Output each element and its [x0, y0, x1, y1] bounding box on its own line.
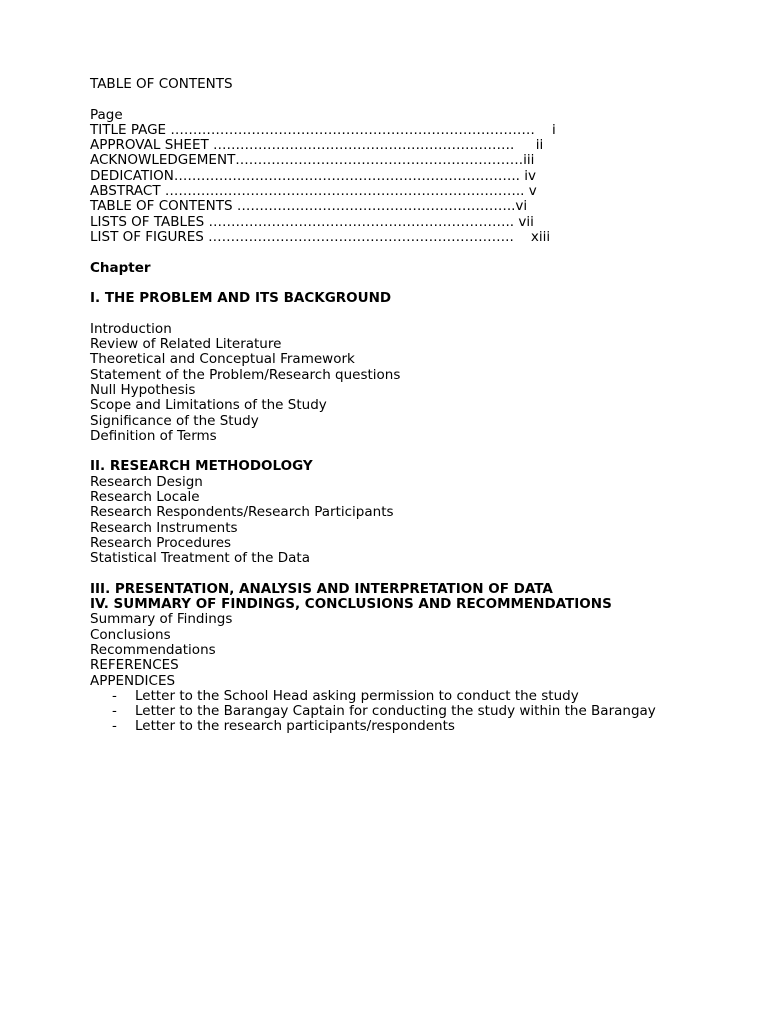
chapter-4-item: Conclusions — [90, 626, 171, 643]
appendix-item-text: Letter to the Barangay Captain for conducting the study within the Barangay — [135, 703, 656, 720]
chapter-4-item: Recommendations — [90, 641, 216, 658]
chapter-1-item: Null Hypothesis — [90, 381, 196, 398]
chapter-4-item: Summary of Findings — [90, 611, 233, 628]
toc-entry-lists-of-tables: LISTS OF TABLES ………………………………………………………….. vii — [90, 213, 534, 230]
appendix-item — [90, 719, 695, 734]
chapter-1-item: Significance of the Study — [90, 412, 259, 429]
toc-entry-acknowledgement: ACKNOWLEDGEMENT……………………………………………………….iii — [90, 152, 535, 169]
toc-entry-dedication: DEDICATION………………………………………………………………….. iv — [90, 167, 536, 184]
chapter-label: Chapter — [90, 259, 151, 276]
chapter-2-item: Research Respondents/Research Participants — [90, 504, 394, 521]
spacer — [90, 567, 740, 582]
dash-bullet-icon: - — [112, 703, 117, 720]
toc-entry-approval-sheet: APPROVAL SHEET …………………………………………………………. ii — [90, 137, 544, 154]
dash-bullet-icon: - — [112, 718, 117, 735]
chapter-1-item: Review of Related Literature — [90, 336, 282, 353]
spacer — [90, 92, 740, 107]
spacer — [90, 306, 740, 321]
toc-entry-list-of-figures: LIST OF FIGURES ………………………………………………………….. xiii — [90, 228, 551, 245]
toc-entry-abstract: ABSTRACT …………………………………………………………………….. v — [90, 183, 537, 200]
chapter-2-title: II. RESEARCH METHODOLOGY — [90, 458, 313, 475]
page-column-label: Page — [90, 106, 123, 123]
chapter-1-item: Scope and Limitations of the Study — [90, 397, 327, 414]
chapter-1-item: Statement of the Problem/Research questions — [90, 366, 401, 383]
appendix-item — [90, 704, 695, 719]
chapter-2-item: Research Design — [90, 473, 203, 490]
spacer — [90, 276, 740, 291]
references-entry: REFERENCES — [90, 657, 179, 674]
spacer — [90, 245, 740, 260]
chapter-2-item: Statistical Treatment of the Data — [90, 550, 310, 567]
chapter-1-title: I. THE PROBLEM AND ITS BACKGROUND — [90, 290, 392, 307]
chapter-1-item: Definition of Terms — [90, 427, 217, 444]
appendices-list — [90, 689, 740, 735]
chapter-2-item: Research Instruments — [90, 519, 238, 536]
dash-bullet-icon: - — [112, 687, 117, 704]
appendix-item — [90, 689, 695, 704]
chapter-3-title: III. PRESENTATION, ANALYSIS AND INTERPRETATION OF DATA — [90, 580, 553, 597]
document-heading: TABLE OF CONTENTS — [90, 76, 233, 92]
chapter-4-title: IV. SUMMARY OF FINDINGS, CONCLUSIONS AND RECOMMENDATIONS — [90, 596, 612, 613]
chapter-1-item: Introduction — [90, 320, 172, 337]
chapter-1-item: Theoretical and Conceptual Framework — [90, 351, 355, 368]
spacer — [90, 444, 740, 459]
appendix-item-text: Letter to the School Head asking permission to conduct the study — [135, 687, 579, 704]
appendices-title: APPENDICES — [90, 672, 176, 689]
toc-entry-title-page: TITLE PAGE ……………………………………………………………………… i — [90, 121, 556, 138]
document-page — [90, 77, 740, 735]
chapter-2-item: Research Locale — [90, 489, 200, 506]
toc-entry-table-of-contents: TABLE OF CONTENTS ……………………………………………………..vi — [90, 198, 528, 215]
appendix-item-text: Letter to the research participants/respondents — [135, 718, 455, 735]
chapter-2-item: Research Procedures — [90, 534, 232, 551]
